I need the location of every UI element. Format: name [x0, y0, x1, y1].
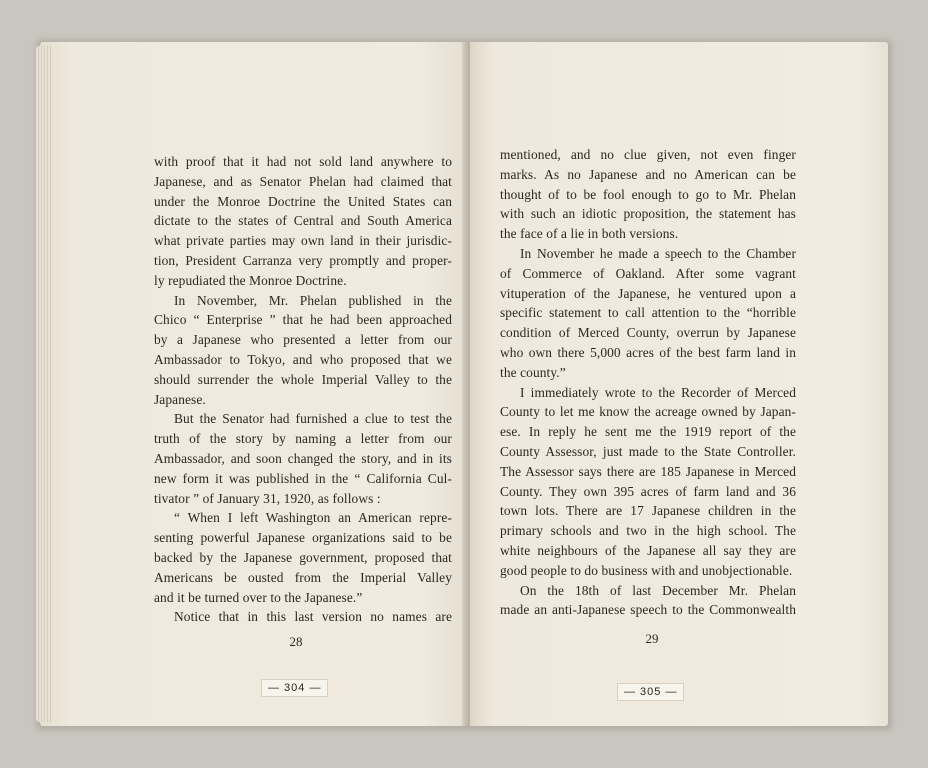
- page-number: 29: [645, 631, 659, 646]
- text-line: by a Japanese who presented a letter from our: [154, 332, 452, 348]
- text-line: town lots. There are 17 Japanese children in the: [500, 503, 796, 519]
- text-line: the county.”: [500, 364, 566, 380]
- text-line: County to let me know the acreage owned by Japan-: [500, 404, 796, 420]
- page-number: 28: [289, 634, 303, 649]
- text-line: Ambassador to Tokyo, and who proposed that we: [154, 351, 452, 367]
- text-line: I immediately wrote to the Recorder of Merced: [520, 384, 796, 400]
- text-line: But the Senator had furnished a clue to test the: [174, 411, 452, 427]
- text-line: In November, Mr. Phelan published in the: [174, 292, 452, 308]
- text-line: On the 18th of last December Mr. Phelan: [520, 582, 796, 598]
- text-line: dictate to the states of Central and South America: [154, 213, 452, 229]
- text-line: primary schools and two in the high school. The: [500, 523, 796, 539]
- text-line: mentioned, and no clue given, not even finger: [500, 147, 796, 162]
- text-line: truth of the story by naming a letter from our: [154, 431, 452, 447]
- text-line: the face of a lie in both versions.: [500, 226, 679, 242]
- text-line: Japanese.: [154, 391, 206, 407]
- left-page: [40, 42, 468, 726]
- text-line: and it be turned over to the Japanese.”: [154, 589, 363, 605]
- text-line: Americans be ousted from the Imperial Valley: [154, 569, 452, 585]
- archive-stamp: — 304 —: [261, 679, 328, 697]
- page-edge-stack: [36, 46, 52, 722]
- text-line: Chico “ Enterprise ” that he had been approached: [154, 312, 452, 328]
- text-line: ly repudiated the Monroe Doctrine.: [154, 272, 347, 288]
- text-line: under the Monroe Doctrine the United States can: [154, 193, 452, 209]
- text-line: County. They own 395 acres of farm land and 36: [500, 483, 796, 499]
- text-line: The Assessor says there are 185 Japanese in Merced: [500, 463, 796, 479]
- text-line: tivator ” of January 31, 1920, as follows :: [154, 490, 381, 506]
- text-line: should surrender the whole Imperial Valley to the: [154, 371, 452, 387]
- text-line: thought of to be fool enough to go to Mr. Phelan: [500, 186, 796, 202]
- text-line: what private parties may own land in their jurisdic-: [154, 233, 452, 249]
- text-line: marks. As no Japanese and no American can be: [500, 166, 796, 182]
- text-line: In November he made a speech to the Chamber: [520, 245, 796, 261]
- text-line: senting powerful Japanese organizations said to be: [154, 530, 452, 546]
- text-line: made an anti-Japanese speech to the Commonwealth: [500, 602, 796, 618]
- right-page-text: [500, 145, 796, 620]
- left-page-text: [154, 152, 452, 627]
- text-line: condition of Merced County, overrun by Japanese: [500, 325, 796, 341]
- text-line: “ When I left Washington an American repre-: [174, 510, 452, 526]
- text-line: good people to do business with and unobjectionable.: [500, 562, 793, 578]
- text-line: who own there 5,000 acres of the best farm land in: [500, 344, 796, 360]
- text-line: County Assessor, just made to the State Controller.: [500, 443, 796, 459]
- text-line: vituperation of the Japanese, he ventured upon a: [500, 285, 796, 301]
- text-line: of Commerce of Oakland. After some vagrant: [500, 265, 796, 281]
- text-line: backed by the Japanese government, proposed that: [154, 549, 452, 565]
- archive-stamp: — 305 —: [617, 683, 684, 701]
- text-line: ese. In reply he sent me the 1919 report of the: [500, 424, 796, 440]
- text-line: Notice that in this last version no names are: [174, 609, 452, 625]
- text-line: new form it was published in the “ California Cul-: [154, 470, 452, 486]
- text-line: with such an idiotic proposition, the statement has: [500, 206, 796, 222]
- text-line: Ambassador, and soon changed the story, and in its: [154, 450, 452, 466]
- text-line: Japanese, and as Senator Phelan had claimed that: [154, 173, 452, 189]
- text-line: white neighbours of the Japanese all say they are: [500, 542, 796, 558]
- text-line: specific statement to call attention to the “horrible: [500, 305, 796, 321]
- text-line: with proof that it had not sold land anywhere to: [154, 154, 452, 169]
- text-line: tion, President Carranza very promptly and proper-: [154, 252, 452, 268]
- right-page: [470, 42, 888, 726]
